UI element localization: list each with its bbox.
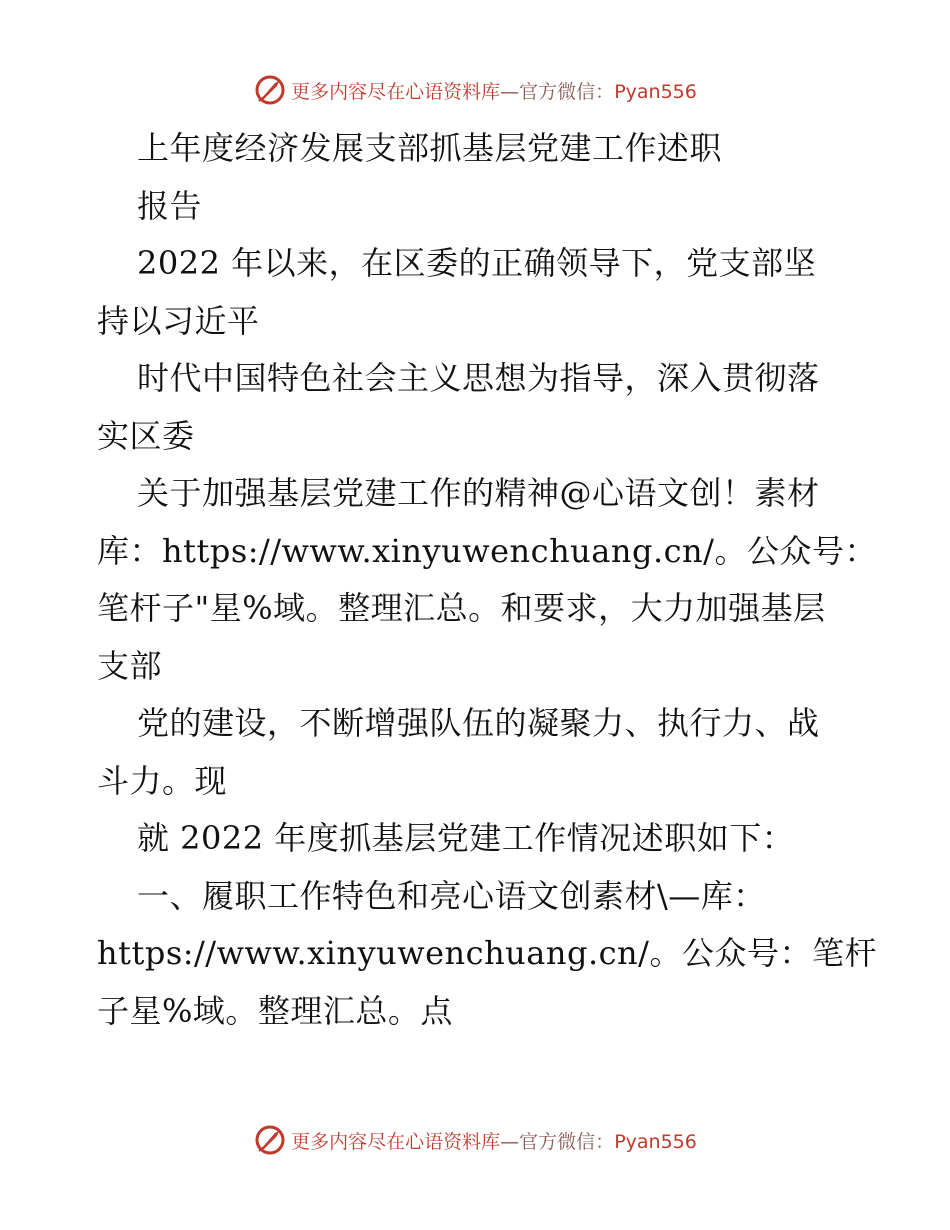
footer-banner-separator: — — [500, 1130, 520, 1153]
doc-paragraph-line: 实区委 — [97, 416, 195, 455]
doc-paragraph-line: 2022 年以来，在区委的正确领导下，党支部坚 — [137, 244, 817, 282]
doc-paragraph-line: 党的建设，不断增强队伍的凝聚力、执行力、战 — [137, 704, 820, 742]
doc-paragraph-line: 就 2022 年度抓基层党建工作情况述职如下： — [137, 819, 795, 857]
doc-section-heading-line: 一、履职工作特色和亮心语文创素材\—库： — [137, 876, 766, 915]
document-body — [97, 120, 877, 1040]
footer-banner-wechat-label: 官方微信： — [519, 1130, 615, 1153]
header-banner-wechat-id: Pyan556 — [614, 80, 697, 103]
doc-paragraph-line: 时代中国特色社会主义思想为指导，深入贯彻落 — [137, 359, 820, 397]
doc-paragraph-line: 关于加强基层党建工作的精神@心语文创！素材 — [137, 474, 820, 512]
header-banner-text: 更多内容尽在心语资料库 — [291, 80, 501, 103]
header-banner-wechat-label: 官方微信： — [519, 80, 615, 103]
footer-watermark-banner — [0, 1120, 950, 1160]
doc-title-line-2: 报告 — [137, 186, 203, 225]
doc-paragraph-line: 子星%域。整理汇总。点 — [97, 991, 453, 1030]
doc-paragraph-line: 持以习近平 — [97, 301, 260, 340]
feather-pen-logo-icon — [253, 1123, 287, 1157]
footer-banner-text: 更多内容尽在心语资料库 — [291, 1130, 501, 1153]
doc-paragraph-line: https://www.xinyuwenchuang.cn/。公众号：笔杆 — [97, 934, 877, 972]
doc-paragraph-line: 笔杆子"星%域。整理汇总。和要求，大力加强基层 — [97, 589, 826, 627]
header-banner-separator: — — [500, 80, 520, 103]
footer-banner-wechat-id: Pyan556 — [614, 1130, 697, 1153]
doc-paragraph-line: 支部 — [97, 646, 163, 685]
header-watermark-banner — [0, 70, 950, 110]
doc-paragraph-line: 库：https://www.xinyuwenchuang.cn/。公众号： — [97, 531, 877, 570]
feather-pen-logo-icon — [253, 73, 287, 107]
doc-paragraph-line: 斗力。现 — [97, 761, 228, 800]
doc-title-line-1: 上年度经济发展支部抓基层党建工作述职 — [137, 129, 723, 167]
